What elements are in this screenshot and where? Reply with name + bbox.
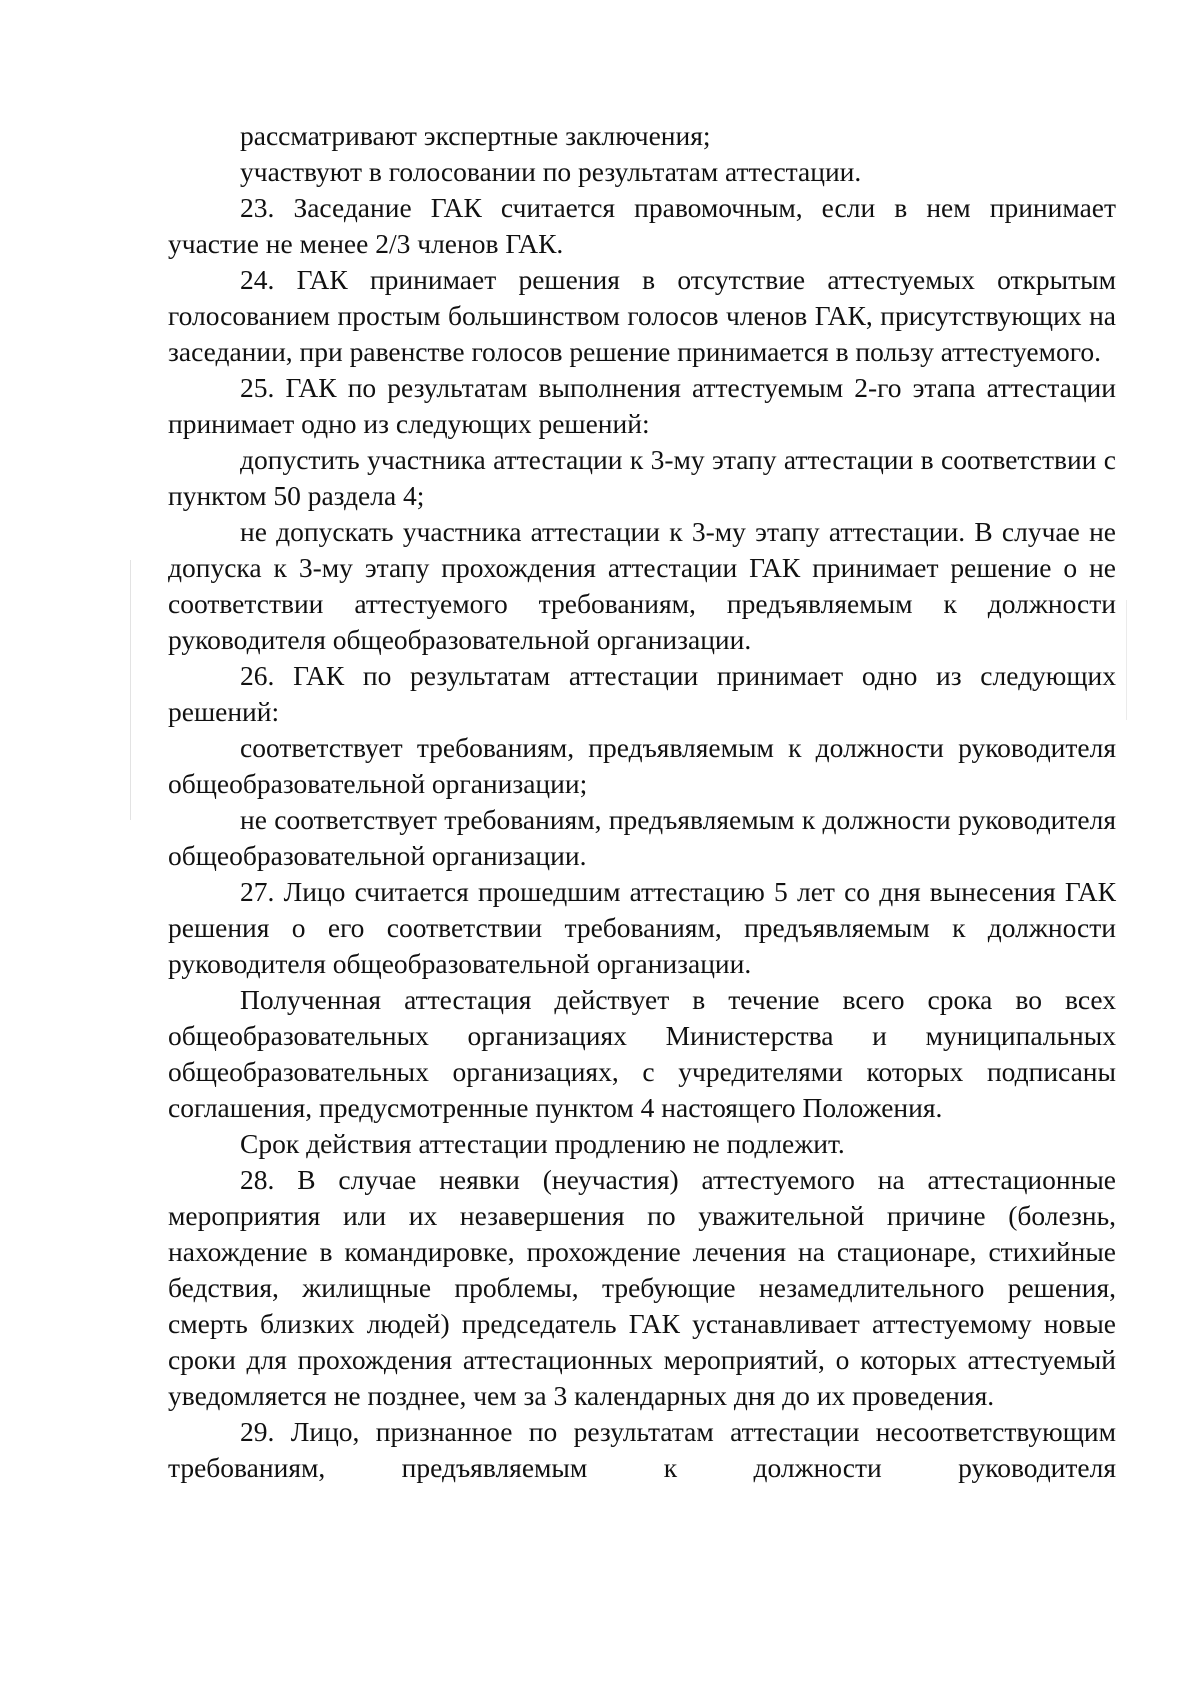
paragraph-item-23: 23. Заседание ГАК считается правомочным, если в нем принимает участие не менее 2/3 членов ГАК. [168, 192, 1116, 259]
paragraph: Полученная аттестация действует в течение всего срока во всех общеобразовательных организациях Министерства и муниципальных общеобразовательных организациях, с учредителями которых подписаны соглашения, предусмотренные пунктом 4 настоящего Положения. [168, 984, 1116, 1123]
document-text [168, 118, 1116, 1486]
scan-artifact-line [130, 560, 131, 820]
scan-artifact-line [1126, 600, 1127, 720]
paragraph: допустить участника аттестации к 3-му этапу аттестации в соответствии с пунктом 50 раздела 4; [168, 444, 1116, 511]
paragraph: рассматривают экспертные заключения; [240, 120, 711, 151]
paragraph-item-29: 29. Лицо, признанное по результатам аттестации несоответствующим требованиям, предъявляемым к должности руководителя [168, 1416, 1116, 1483]
paragraph-item-24: 24. ГАК принимает решения в отсутствие аттестуемых открытым голосованием простым большинством голосов членов ГАК, присутствующих на заседании, при равенстве голосов решение принимается в пользу аттестуемого. [168, 264, 1116, 367]
paragraph-item-27: 27. Лицо считается прошедшим аттестацию 5 лет со дня вынесения ГАК решения о его соответствии требованиям, предъявляемым к должности руководителя общеобразовательной организации. [168, 876, 1116, 979]
paragraph-item-26: 26. ГАК по результатам аттестации принимает одно из следующих решений: [168, 660, 1116, 727]
paragraph: участвуют в голосовании по результатам аттестации. [240, 156, 862, 187]
paragraph: соответствует требованиям, предъявляемым к должности руководителя общеобразовательной организации; [168, 732, 1116, 799]
paragraph: Срок действия аттестации продлению не подлежит. [240, 1128, 845, 1159]
paragraph: не соответствует требованиям, предъявляемым к должности руководителя общеобразовательной организации. [168, 804, 1116, 871]
paragraph-item-28: 28. В случае неявки (неучастия) аттестуемого на аттестационные мероприятия или их незавершения по уважительной причине (болезнь, нахождение в командировке, прохождение лечения на стационаре, стихийные бедствия, жилищные проблемы, требующие незамедлительного решения, смерть близких людей) председатель ГАК устанавливает аттестуемому новые сроки для прохождения аттестационных мероприятий, о которых аттестуемый уведомляется не позднее, чем за 3 календарных дня до их проведения. [168, 1164, 1116, 1411]
paragraph: не допускать участника аттестации к 3-му этапу аттестации. В случае не допуска к 3-му этапу прохождения аттестации ГАК принимает решение о не соответствии аттестуемого требованиям, предъявляемым к должности руководителя общеобразовательной организации. [168, 516, 1116, 655]
paragraph-item-25: 25. ГАК по результатам выполнения аттестуемым 2-го этапа аттестации принимает одно из следующих решений: [168, 372, 1116, 439]
